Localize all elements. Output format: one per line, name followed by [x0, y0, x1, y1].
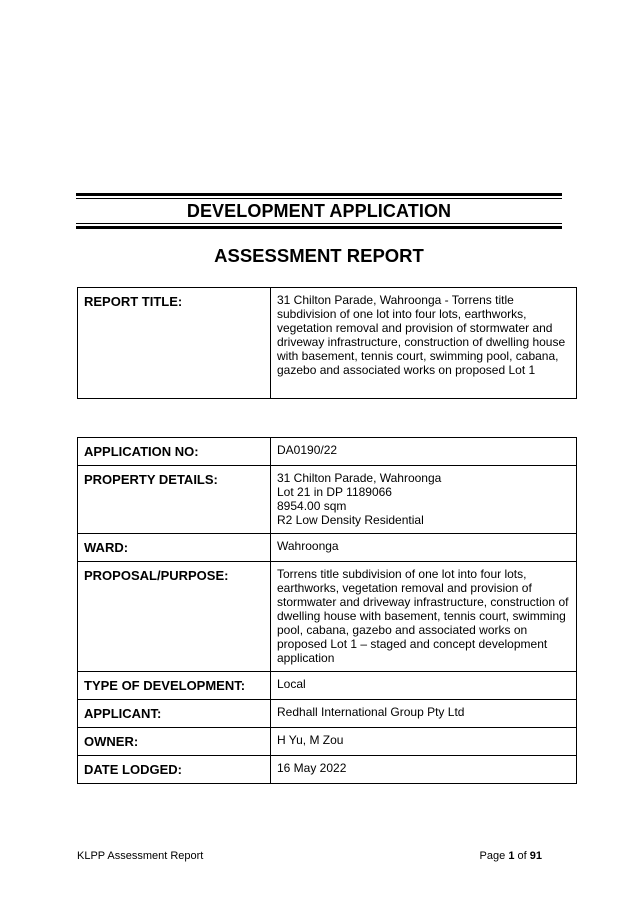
table-row [78, 562, 577, 672]
property-lot: Lot 21 in DP 1189066 [277, 485, 392, 499]
page-number [480, 850, 542, 862]
ward-value: Wahroonga [271, 534, 577, 562]
document-subtitle: ASSESSMENT REPORT [214, 245, 424, 266]
application-no-value: DA0190/22 [271, 438, 577, 466]
ward-label: WARD: [78, 534, 271, 562]
proposal-value: Torrens title subdivision of one lot into four lots, earthworks, vegetation removal and provision of stormwater and driveway infrastructure, construction of dwelling house with basement, tennis court, swimming pool, cabana, gazebo and associated works on proposed Lot 1 – staged and concept development application [271, 562, 577, 672]
property-details-value [271, 466, 577, 534]
table-row [78, 700, 577, 728]
development-type-label: TYPE OF DEVELOPMENT: [78, 672, 271, 700]
date-lodged-label: DATE LODGED: [78, 756, 271, 784]
property-details-label: PROPERTY DETAILS: [78, 466, 271, 534]
report-title-label: REPORT TITLE: [78, 288, 271, 399]
page-of: of [517, 850, 527, 862]
document-title: DEVELOPMENT APPLICATION [186, 201, 452, 221]
report-title-value: 31 Chilton Parade, Wahroonga - Torrens title subdivision of one lot into four lots, earthworks, vegetation removal and provision of stormwater and driveway infrastructure, construction of dwelling house with basement, tennis court, swimming pool, cabana, gazebo and associated works on proposed Lot 1 [271, 288, 577, 399]
rule-bottom-thick [76, 226, 562, 229]
table-row [78, 534, 577, 562]
owner-value: H Yu, M Zou [271, 728, 577, 756]
table-row [78, 466, 577, 534]
table-row [78, 756, 577, 784]
rule-bottom-thin [76, 223, 562, 224]
rule-top-thin [76, 198, 562, 199]
table-row [78, 728, 577, 756]
footer-report-name: KLPP Assessment Report [77, 850, 204, 862]
applicant-value: Redhall International Group Pty Ltd [271, 700, 577, 728]
title-band [76, 193, 562, 229]
table-row [78, 288, 577, 399]
date-lodged-value: 16 May 2022 [271, 756, 577, 784]
rule-top-thick [76, 193, 562, 196]
table-row [78, 672, 577, 700]
report-title-table [77, 287, 577, 399]
property-zoning: R2 Low Density Residential [277, 513, 424, 527]
applicant-label: APPLICANT: [78, 700, 271, 728]
property-address: 31 Chilton Parade, Wahroonga [277, 471, 442, 485]
page-prefix: Page [479, 850, 506, 862]
application-no-label: APPLICATION NO: [78, 438, 271, 466]
page-current: 1 [508, 850, 515, 862]
table-row [78, 438, 577, 466]
property-area: 8954.00 sqm [277, 499, 347, 513]
page-total: 91 [529, 850, 542, 862]
owner-label: OWNER: [78, 728, 271, 756]
development-type-value: Local [271, 672, 577, 700]
application-details-table [77, 437, 577, 784]
proposal-label: PROPOSAL/PURPOSE: [78, 562, 271, 672]
